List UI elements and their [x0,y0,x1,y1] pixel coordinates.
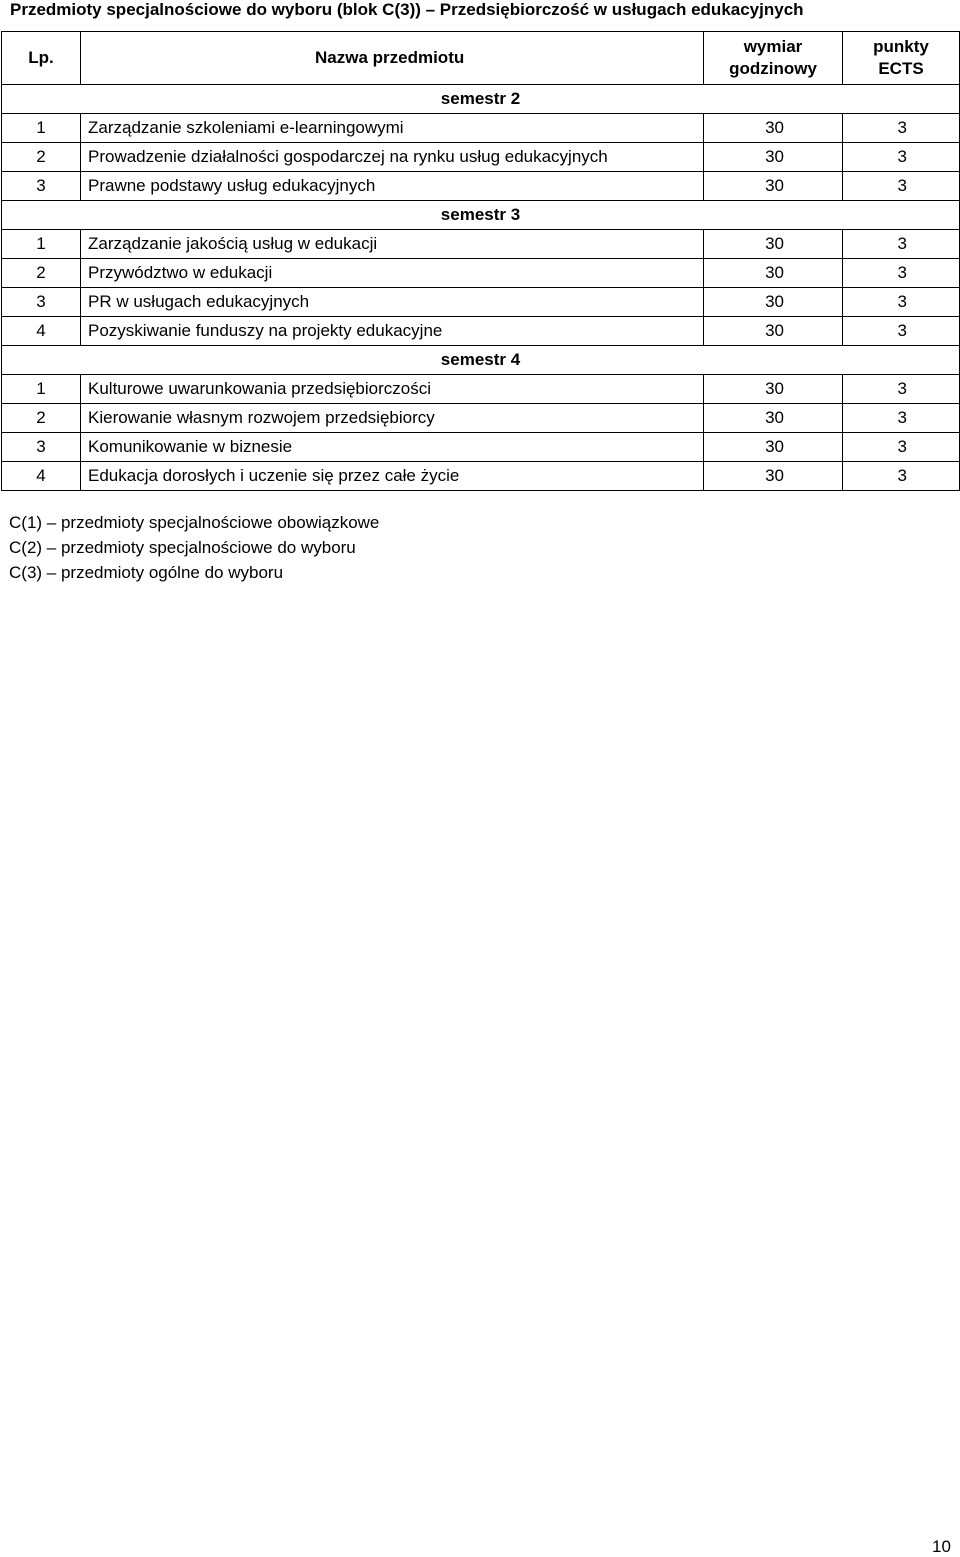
table-row [2,172,960,201]
course-hours: 30 [704,172,843,201]
semester-row [2,85,960,114]
course-name: Kierowanie własnym rozwojem przedsiębiorcy [81,404,704,433]
semester-label: semestr 4 [2,346,960,375]
footnote-c2: C(2) – przedmioty specjalnościowe do wyboru [9,538,356,557]
course-hours: 30 [704,433,843,462]
semester-row [2,201,960,230]
semester-label: semestr 2 [2,85,960,114]
course-name: Przywództwo w edukacji [81,259,704,288]
course-name: Komunikowanie w biznesie [81,433,704,462]
table-row [2,114,960,143]
table-row [2,462,960,491]
course-hours: 30 [704,143,843,172]
footnote-c1: C(1) – przedmioty specjalnościowe obowiązkowe [9,513,380,532]
course-ects: 3 [843,143,960,172]
course-hours: 30 [704,114,843,143]
row-number: 2 [2,404,81,433]
course-ects: 3 [843,172,960,201]
course-name: Pozyskiwanie funduszy na projekty edukacyjne [81,317,704,346]
header-hours [704,32,843,85]
header-lp: Lp. [2,32,81,85]
table-row [2,433,960,462]
course-ects: 3 [843,404,960,433]
row-number: 3 [2,288,81,317]
course-ects: 3 [843,317,960,346]
footnote-c3: C(3) – przedmioty ogólne do wyboru [9,563,284,582]
course-name: Kulturowe uwarunkowania przedsiębiorczości [81,375,704,404]
row-number: 2 [2,143,81,172]
header-hours-line2: godzinowy [729,59,817,78]
header-course-name: Nazwa przedmiotu [81,32,704,85]
course-ects: 3 [843,288,960,317]
row-number: 4 [2,317,81,346]
page-number: 10 [932,1537,951,1556]
row-number: 2 [2,259,81,288]
course-name: Prawne podstawy usług edukacyjnych [81,172,704,201]
header-hours-line1: wymiar [743,37,803,56]
header-ects [843,32,960,85]
courses-table [1,31,960,491]
course-ects: 3 [843,114,960,143]
course-ects: 3 [843,259,960,288]
table-row [2,375,960,404]
course-hours: 30 [704,317,843,346]
course-name: Prowadzenie działalności gospodarczej na rynku usług edukacyjnych [81,143,704,172]
footnotes [9,510,379,585]
course-name: Zarządzanie szkoleniami e-learningowymi [81,114,704,143]
row-number: 3 [2,172,81,201]
row-number: 1 [2,230,81,259]
course-ects: 3 [843,375,960,404]
course-hours: 30 [704,462,843,491]
course-ects: 3 [843,433,960,462]
semester-row [2,346,960,375]
course-name: Edukacja dorosłych i uczenie się przez całe życie [81,462,704,491]
course-ects: 3 [843,462,960,491]
course-hours: 30 [704,259,843,288]
row-number: 4 [2,462,81,491]
header-ects-line1: punkty [873,37,929,56]
table-row [2,143,960,172]
table-header-row [2,32,960,85]
semester-label: semestr 3 [2,201,960,230]
course-hours: 30 [704,375,843,404]
row-number: 1 [2,375,81,404]
table-row [2,288,960,317]
row-number: 1 [2,114,81,143]
course-name: Zarządzanie jakością usług w edukacji [81,230,704,259]
table-row [2,317,960,346]
row-number: 3 [2,433,81,462]
table-row [2,404,960,433]
table-body [2,85,960,491]
course-hours: 30 [704,404,843,433]
header-ects-line2: ECTS [878,59,924,78]
document-title: Przedmioty specjalnościowe do wyboru (blok C(3)) – Przedsiębiorczość w usługach edukacyjnych [10,0,804,19]
course-ects: 3 [843,230,960,259]
course-hours: 30 [704,288,843,317]
table-row [2,259,960,288]
course-hours: 30 [704,230,843,259]
course-name: PR w usługach edukacyjnych [81,288,704,317]
table-row [2,230,960,259]
